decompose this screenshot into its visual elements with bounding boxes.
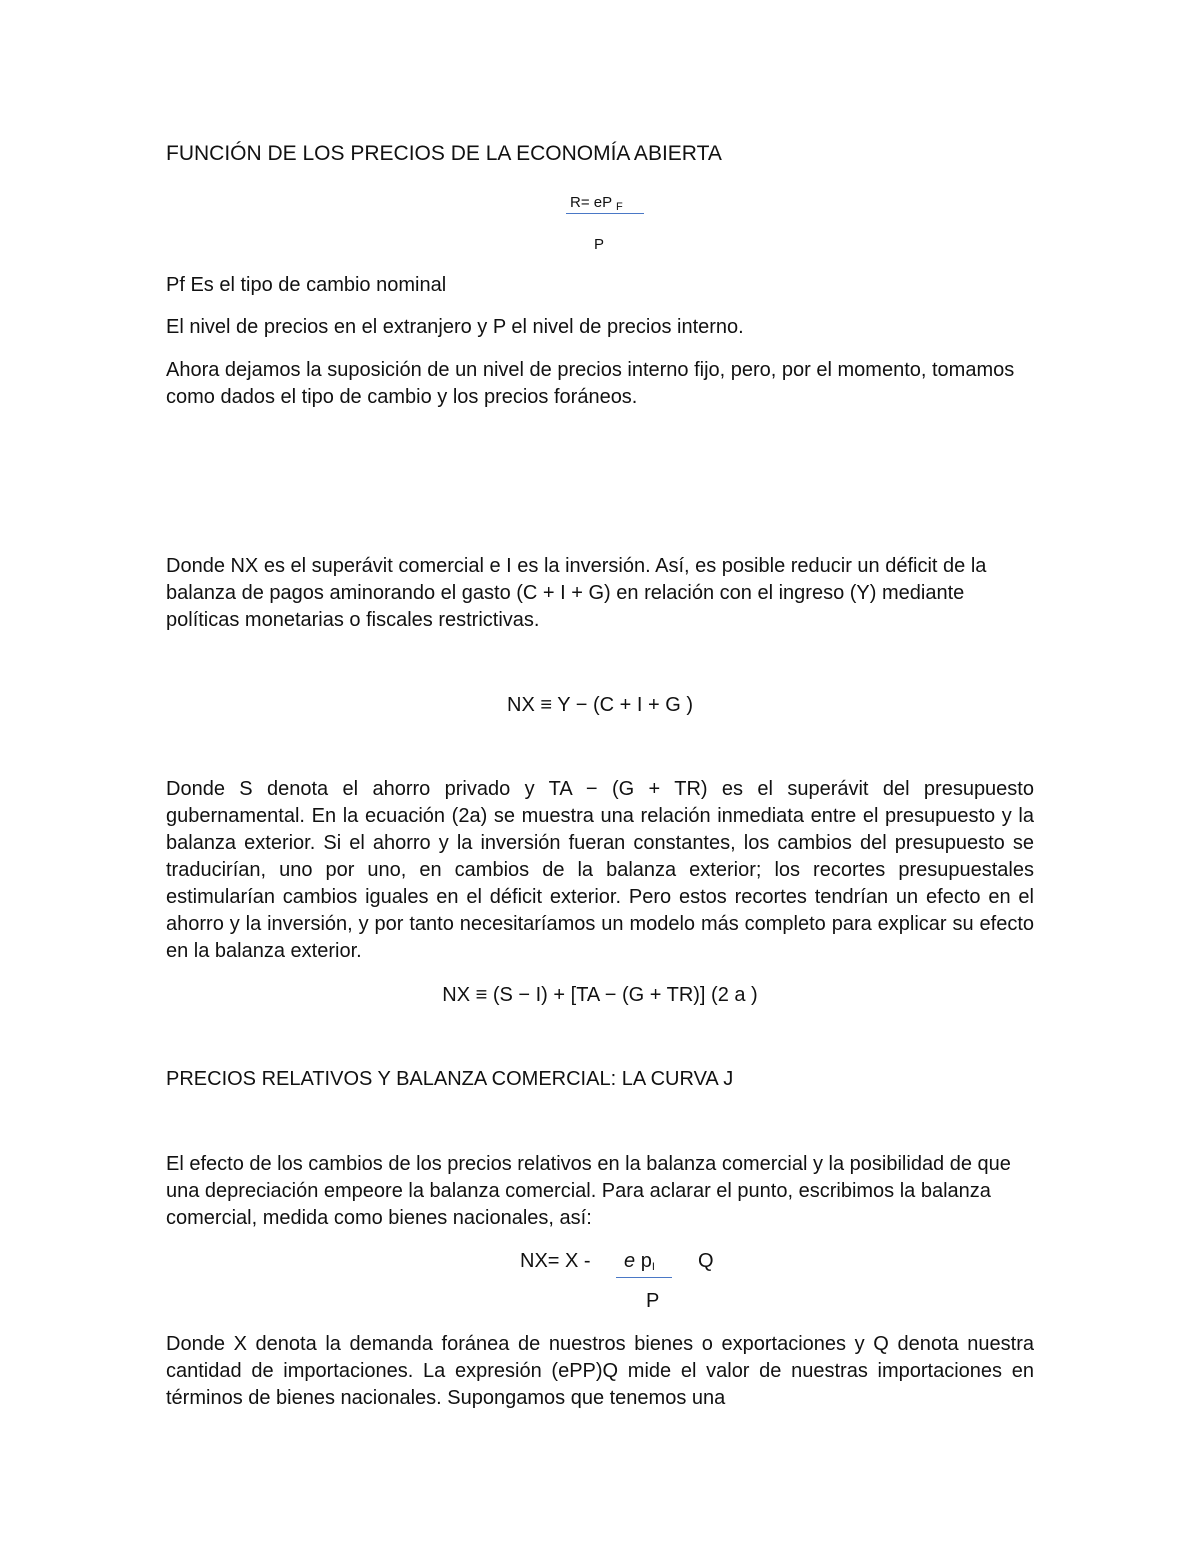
formula2-denominator: P <box>646 1290 660 1312</box>
formula1-numerator <box>570 189 623 221</box>
formula2-fraction-bar <box>616 1277 672 1278</box>
paragraph-nx-definition: Donde NX es el superávit comercial e I es la inversión. Así, es posible reducir un déficit de la balanza de pagos aminorando el gasto (C + I + G) en relación con el ingreso (Y) mediante políticas monetarias o fiscales restrictivas. <box>166 555 987 631</box>
paragraph-price-levels: El nivel de precios en el extranjero y P el nivel de precios interno. <box>166 316 744 338</box>
formula2-numerator-e: e <box>624 1250 636 1272</box>
formula1-fraction-bar <box>566 213 644 214</box>
formula2-right: Q <box>698 1250 714 1272</box>
paragraph-relative-prices: El efecto de los cambios de los precios relativos en la balanza comercial y la posibilidad de que una depreciación empeore la balanza comercial. Para aclarar el punto, escribimos la balanza comercial, medida como bienes nacionales, así: <box>166 1153 1011 1229</box>
formula1-numerator-text: R= eP <box>570 194 612 211</box>
formula1-denominator: P <box>594 236 605 253</box>
page-title: FUNCIÓN DE LOS PRECIOS DE LA ECONOMÍA ABIERTA <box>166 142 722 165</box>
formula2-left: NX= X - <box>520 1250 591 1272</box>
section-heading-curva-j: PRECIOS RELATIVOS Y BALANZA COMERCIAL: LA CURVA J <box>166 1068 734 1090</box>
paragraph-assumption: Ahora dejamos la suposición de un nivel de precios interno fijo, pero, por el momento, tomamos como dados el tipo de cambio y los precios foráneos. <box>166 359 1015 408</box>
paragraph-pf: Pf Es el tipo de cambio nominal <box>166 274 447 296</box>
equation-nx-income: NX ≡ Y − (C + I + G ) <box>507 694 693 716</box>
formula2-numerator-p: p <box>640 1250 652 1272</box>
equation-2a: NX ≡ (S − I) + [TA − (G + TR)] (2 a ) <box>442 984 758 1006</box>
formula1-numerator-sub: F <box>616 201 623 213</box>
paragraph-savings: Donde S denota el ahorro privado y TA − (G + TR) es el superávit del presupuesto gubernamental. En la ecuación (2a) se muestra una relación inmediata entre el presupuesto y la balanza exterior. Si el ahorro y la inversión fueran constantes, los cambios del presupuesto se traducirían, uno por uno, en cambios de la balanza exterior; los recortes presupuestales estimularían cambios iguales en el déficit exterior. Pero estos recortes tendrían un efecto en el ahorro y la inversión, y por tanto necesitaríamos un modelo más completo para explicar su efecto en la balanza exterior. <box>166 778 1034 962</box>
formula2-numerator-sub: I <box>651 1261 655 1273</box>
paragraph-imports: Donde X denota la demanda foránea de nuestros bienes o exportaciones y Q denota nuestra cantidad de importaciones. La expresión (ePP)Q mide el valor de nuestras importaciones en términos de bienes nacionales. Supongamos que tenemos una <box>166 1333 1034 1409</box>
